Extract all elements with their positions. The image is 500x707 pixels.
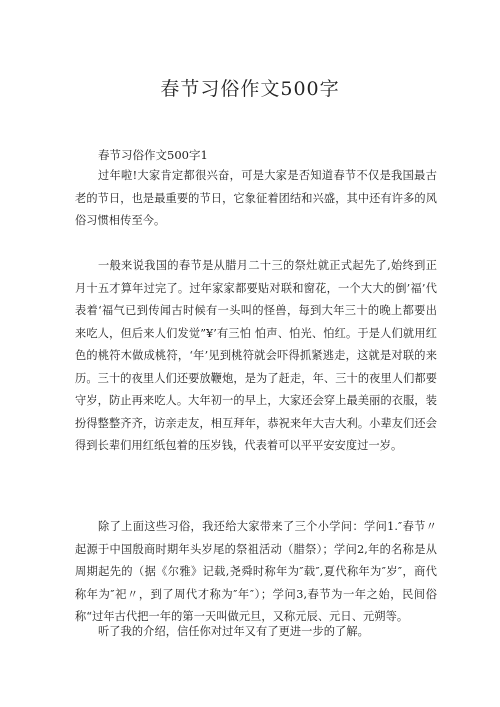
document-subtitle: 春节习俗作文500字1 <box>98 148 208 162</box>
paragraph-conclusion: 听了我的介绍，信任你对过年又有了更进一步的了解。 <box>98 625 369 638</box>
paragraph-knowledge: 除了上面这些习俗，我还给大家带来了三个小学问：学问1.″春节〃起源于中国殷商时期年头岁尾的祭祖活动（腊祭）；学问2,年的名称是从周期起先的（据《尔雅》记载,尧舜时称年为″载″,夏代称年为″岁″，商代称年为″祀〃，到了周代才称为″年″）；学问3,春节为一年之始，民间俗称“过年古代把一年的第一天叫做元旦，又称元辰、元日、元朔等。 <box>75 520 437 623</box>
paragraph-intro: 过年啦!大家肯定都很兴奋，可是大家是否知道春节不仅是我国最古老的节日，也是最重要的节日，它象征着团结和兴盛，其中还有许多的风俗习惯相传至今。 <box>75 169 437 227</box>
document-title: 春节习俗作文500字 <box>160 78 340 100</box>
paragraph-customs: 一般来说我国的春节是从腊月二十三的祭灶就正式起先了,始终到正月十五才算年过完了。过年家家都要贴对联和窗花，一个大大的倒’福’代表着‘福气已到传闻古时候有一头叫的怪兽，每到大年三十的晚上都要出来吃人，但后来人们发觉”¥’有三怕 怕声、怕光、怕红。于是人们就用红色的桃符木做成桃符，‘年’见到桃符就会吓得抓紧逃走，这就是对联的来历。三十的夜里人们还要放鞭炮，是为了赶走，年、三十的夜里人们都要守岁，防止再来吃人。大年初一的早上，大家还会穿上最美丽的衣服，装扮得整整齐齐，访亲走友，相互拜年，恭祝来年大吉大利。小辈友们还会得到长辈们用红纸包着的压岁钱，代表着可以平平安安度过一岁。 <box>75 259 437 452</box>
